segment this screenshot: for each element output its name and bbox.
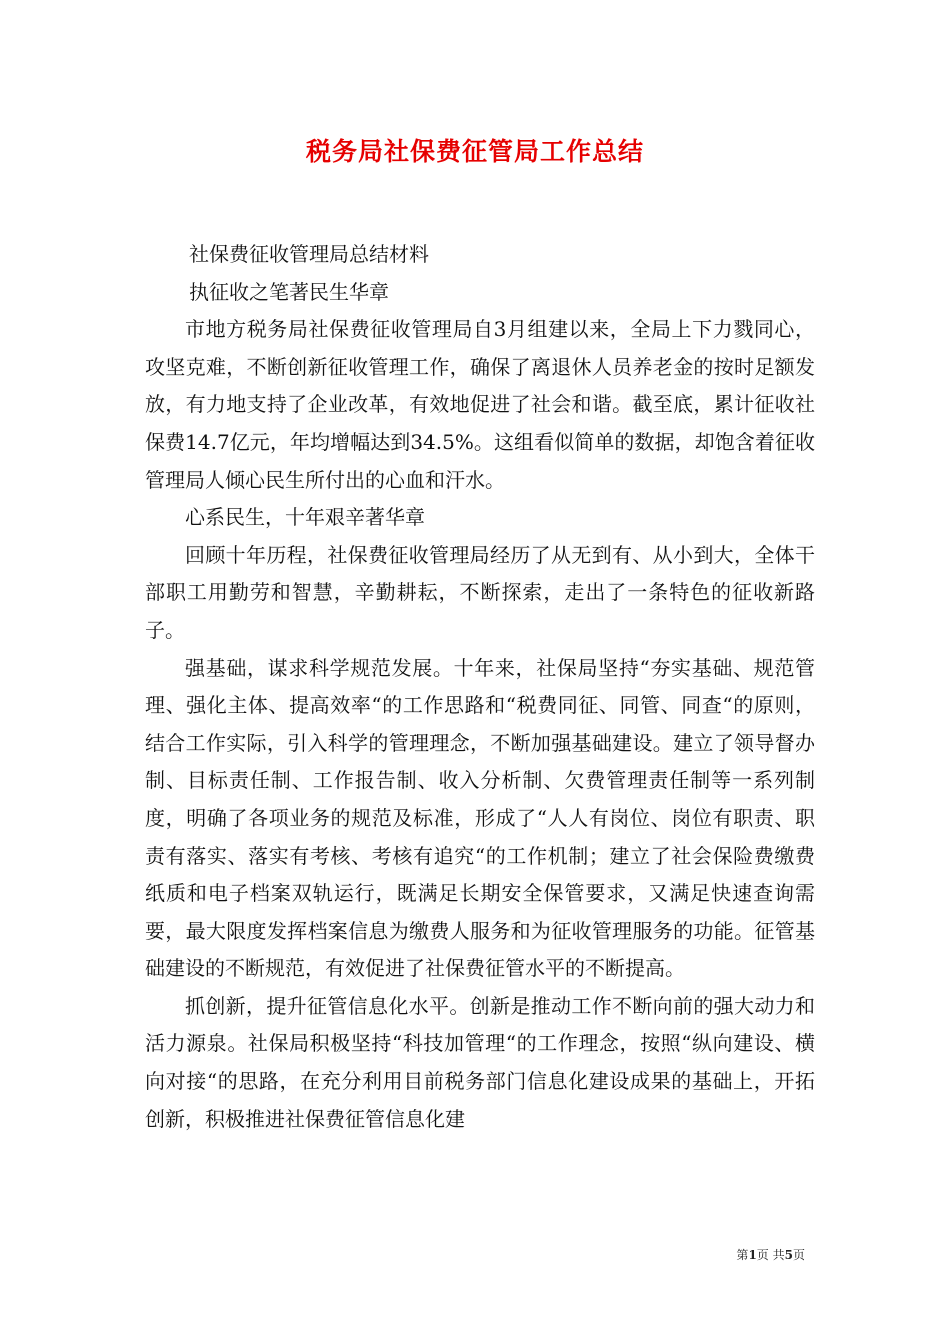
body-paragraph: 强基础，谋求科学规范发展。十年来，社保局坚持“夯实基础、规范管理、强化主体、提高效率“的工作思路和“税费同征、同管、同查“的原则，结合工作实际，引入科学的管理理念，不断加强基础建设。建立了领导督办制、目标责任制、工作报告制、收入分析制、欠费管理责任制等一系列制度，明确了各项业务的规范及标准，形成了“人人有岗位、岗位有职责、职责有落实、落实有考核、考核有追究“的工作机制；建立了社会保险费缴费纸质和电子档案双轨运行，既满足长期安全保管要求，又满足快速查询需要，最大限度发挥档案信息为缴费人服务和为征收管理服务的功能。征管基础建设的不断规范，有效促进了社保费征管水平的不断提高。 (145, 655, 815, 981)
page-number-prefix: 第 (736, 1248, 749, 1262)
body-paragraph: 抓创新，提升征管信息化水平。创新是推动工作不断向前的强大动力和活力源泉。社保局积极坚持“科技加管理“的工作理念，按照“纵向建设、横向对接“的思路，在充分利用目前税务部门信息化建设成果的基础上，开拓创新，积极推进社保费征管信息化建 (145, 993, 815, 1131)
document-title: 税务局社保费征管局工作总结 (305, 137, 644, 166)
subtitle-line: 社保费征收管理局总结材料 (189, 242, 429, 266)
page-number-total: 5 (784, 1248, 793, 1262)
body-paragraph: 市地方税务局社保费征收管理局自3月组建以来，全局上下力戮同心，攻坚克难，不断创新征收管理工作，确保了离退休人员养老金的按时足额发放，有力地支持了企业改革，有效地促进了社会和谐。截至底，累计征收社保费14.7亿元，年均增幅达到34.5%。这组看似简单的数据，却饱含着征收管理局人倾心民生所付出的心血和汗水。 (145, 317, 815, 492)
subtitle-line: 执征收之笔著民生华章 (189, 279, 389, 304)
page-number-suffix: 页 (792, 1248, 805, 1262)
body-paragraph: 回顾十年历程，社保费征收管理局经历了从无到有、从小到大，全体干部职工用勤劳和智慧，辛勤耕耘，不断探索，走出了一条特色的征收新路子。 (145, 542, 815, 642)
page-number-middle: 页 共 (756, 1248, 785, 1262)
page-number (736, 1246, 805, 1263)
document-body (145, 236, 815, 1138)
section-heading: 心系民生，十年艰辛著华章 (185, 505, 425, 530)
page-number-current: 1 (748, 1248, 757, 1262)
